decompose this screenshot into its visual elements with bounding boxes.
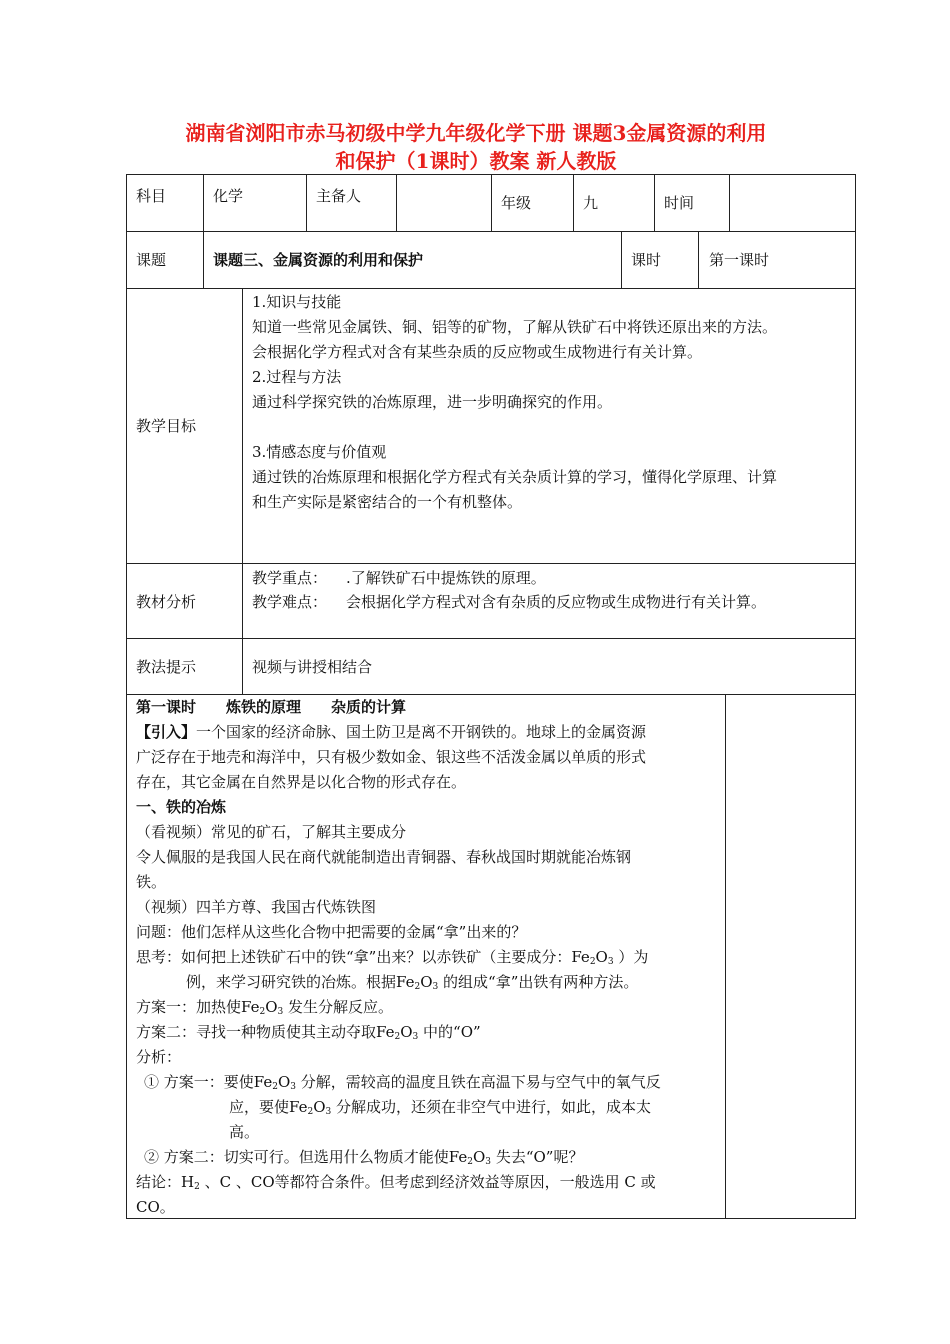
table-line: [203, 231, 204, 288]
body-line: 令人佩服的是我国人民在商代就能制造出青铜器、春秋战国时期就能冶炼钢: [136, 848, 632, 866]
body-line: 结论：$H_2$ 、C 、CO等都符合条件。但考虑到经济效益等原因，一般选用 C 或: [136, 1173, 656, 1192]
lesson-heading: 第一课时 炼铁的原理 杂质的计算: [136, 698, 407, 716]
key-point-value: .了解铁矿石中提炼铁的原理。: [346, 569, 546, 587]
analysis-label: 教材分析: [136, 593, 197, 611]
intro-line: 【引入】一个国家的经济命脉、国土防卫是离不开钢铁的。地球上的金属资源: [136, 723, 647, 741]
table-border-right: [855, 174, 856, 1219]
table-line: [126, 288, 856, 289]
table-line: [621, 231, 622, 288]
period-value: 第一课时: [709, 251, 770, 269]
body-line: （看视频）常见的矿石，了解其主要成分: [136, 823, 407, 841]
body-line: 问题：他们怎样从这些化合物中把需要的金属“拿”出来的？: [136, 923, 527, 941]
subject-value: 化学: [213, 187, 244, 205]
section-heading: 一、铁的冶炼: [136, 798, 227, 816]
key-point-label: 教学重点：: [252, 569, 328, 587]
objectives-label: 教学目标: [136, 417, 197, 435]
body-line: 应，要使$Fe_2O_3$ 分解成功，还须在非空气中进行，如此，成本太: [229, 1098, 652, 1117]
topic-value: 课题三、金属资源的利用和保护: [213, 251, 424, 269]
difficulty-value: 会根据化学方程式对含有杂质的反应物或生成物进行有关计算。: [346, 593, 767, 611]
body-line: 方案一：加热使$Fe_2O_3$ 发生分解反应。: [136, 998, 394, 1017]
body-line: ② 方案二：切实可行。但选用什么物质才能使$Fe_2O_3$ 失去“O”呢？: [144, 1148, 584, 1167]
table-line: [306, 174, 307, 231]
method-label: 教法提示: [136, 658, 197, 676]
table-line: [698, 231, 699, 288]
objective-line: 通过铁的冶炼原理和根据化学方程式有关杂质计算的学习，懂得化学原理、计算: [252, 468, 778, 486]
preparer-label: 主备人: [316, 187, 362, 205]
body-line: 分析：: [136, 1048, 182, 1066]
objective-line: 2.过程与方法: [252, 368, 342, 386]
body-line: 高。: [229, 1123, 260, 1141]
title-line-1: 湖南省浏阳市赤马初级中学九年级化学下册 课题3金属资源的利用: [185, 121, 767, 145]
body-line: 例，来学习研究铁的冶炼。根据$Fe_2O_3$ 的组成“拿”出铁有两种方法。: [186, 973, 639, 992]
body-line: CO。: [136, 1198, 175, 1216]
body-line: ① 方案一：要使$Fe_2O_3$ 分解，需较高的温度且铁在高温下易与空气中的氧气反: [144, 1073, 661, 1092]
method-value: 视频与讲授相结合: [252, 658, 373, 676]
table-line: [729, 174, 730, 231]
table-line: [491, 174, 492, 231]
table-line: [396, 174, 397, 231]
table-border-left: [126, 174, 127, 1219]
objective-line: 和生产实际是紧密结合的一个有机整体。: [252, 493, 523, 511]
table-line: [126, 231, 856, 232]
objective-line: 1.知识与技能: [252, 293, 342, 311]
objective-line: 知道一些常见金属铁、铜、铝等的矿物，了解从铁矿石中将铁还原出来的方法。: [252, 318, 778, 336]
intro-tag: 【引入】: [136, 723, 197, 741]
grade-label: 年级: [501, 194, 532, 212]
difficulty-label: 教学难点：: [252, 593, 328, 611]
table-line: [573, 174, 574, 231]
table-line: [203, 174, 204, 231]
objective-line: 会根据化学方程式对含有某些杂质的反应物或生成物进行有关计算。: [252, 343, 703, 361]
period-label: 课时: [631, 251, 662, 269]
grade-value: 九: [583, 194, 599, 212]
intro-line: 存在，其它金属在自然界是以化合物的形式存在。: [136, 773, 467, 791]
objective-line: 通过科学探究铁的冶炼原理，进一步明确探究的作用。: [252, 393, 613, 411]
table-line: [242, 288, 243, 694]
body-line: 方案二：寻找一种物质使其主动夺取$Fe_2O_3$ 中的“O”: [136, 1023, 481, 1042]
table-line: [126, 638, 856, 639]
table-line: [725, 694, 726, 1218]
time-label: 时间: [664, 194, 695, 212]
intro-line: 广泛存在于地壳和海洋中，只有极少数如金、银这些不活泼金属以单质的形式: [136, 748, 647, 766]
objective-line: 3.情感态度与价值观: [252, 443, 387, 461]
body-line: 思考：如何把上述铁矿石中的铁“拿”出来？以赤铁矿（主要成分：$Fe_2O_3$ ）为: [136, 948, 649, 967]
table-border-bottom: [126, 1218, 856, 1219]
table-line: [654, 174, 655, 231]
subject-label: 科目: [136, 187, 167, 205]
title-line-2: 和保护（1课时）教案 新人教版: [335, 149, 617, 173]
table-line: [126, 563, 856, 564]
body-line: 铁。: [136, 873, 167, 891]
topic-label: 课题: [136, 251, 167, 269]
body-line: （视频）四羊方尊、我国古代炼铁图: [136, 898, 377, 916]
